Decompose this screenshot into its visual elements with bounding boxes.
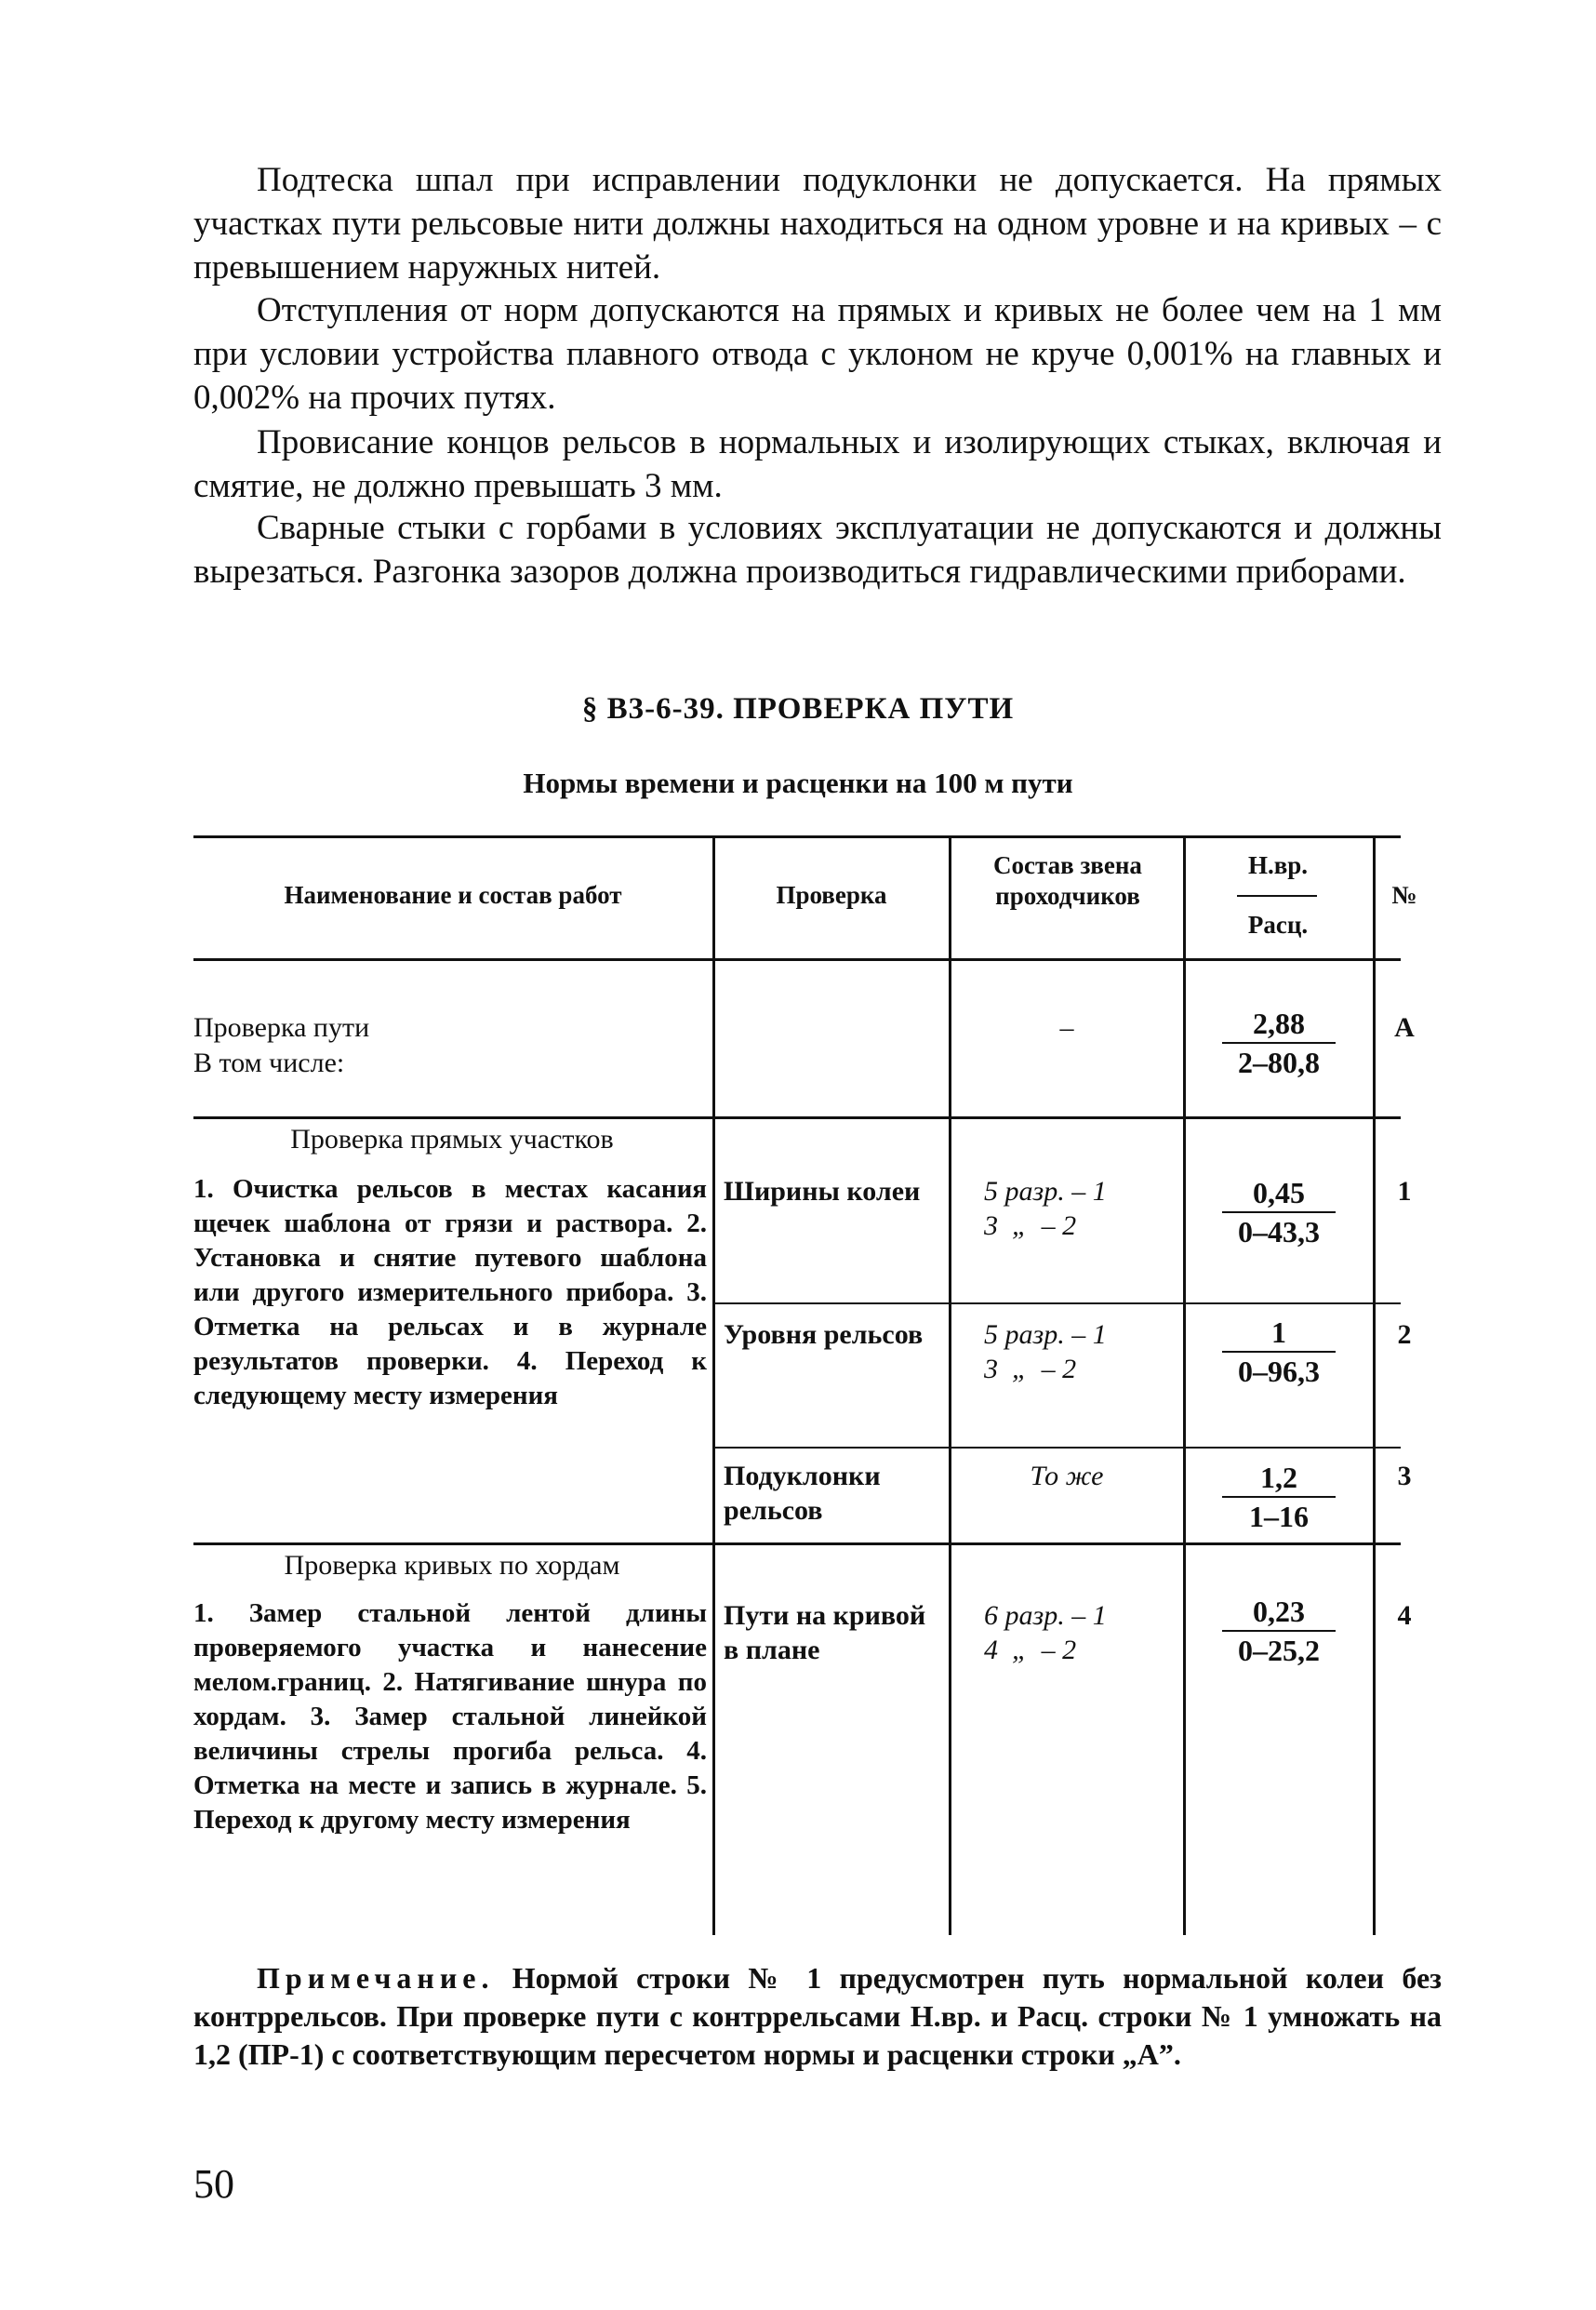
header-crew: Состав звена проходчиков (993, 851, 1142, 910)
header-name: Наименование и состав работ (284, 881, 622, 909)
row2-crew-line1: 5 разр. – 1 (984, 1319, 1107, 1350)
row3-norm: 1,2 (1260, 1461, 1297, 1494)
table-col-rule-4 (1373, 835, 1376, 1935)
table-header-rule (193, 958, 1401, 961)
row-a-rate: 2–80,8 (1222, 1042, 1336, 1081)
row3-check: Подуклонки рельсов (724, 1461, 881, 1526)
section-subtitle: Нормы времени и расценки на 100 м пути (523, 767, 1073, 799)
paragraph-3: Провисание концов рельсов в нормальных и изолирующих стыках, включая и смятие, не должно превышать 3 мм. (193, 423, 1442, 505)
paragraph-1: Подтеска шпал при исправлении подуклонки не допускается. На прямых участках пути рельсовые нити должны находиться на одном уровне и на кривых – с превышением наружных нитей. (193, 161, 1442, 287)
header-num: № (1391, 881, 1417, 909)
row3-rate: 1–16 (1222, 1496, 1336, 1535)
header-norm-bottom: Расц. (1247, 911, 1309, 939)
row4-norm: 0,23 (1253, 1595, 1305, 1628)
row-a-name-line2: В том числе: (193, 1048, 345, 1078)
table-row2-rule (712, 1447, 1401, 1449)
row1-rate: 0–43,3 (1222, 1211, 1336, 1250)
row-a-name-line1: Проверка пути (193, 1012, 370, 1043)
row1-norm-fraction (1200, 1174, 1358, 1250)
section-title: § В3-6-39. ПРОВЕРКА ПУТИ (581, 692, 1015, 726)
row2-norm-fraction (1200, 1314, 1358, 1390)
footnote-label: Примечание. (257, 1961, 495, 1995)
table-row1-rule (712, 1302, 1401, 1304)
row4-crew-line2: 4 „ – 2 (984, 1635, 1077, 1665)
row4-crew-line1: 6 разр. – 1 (984, 1600, 1107, 1631)
row1-norm: 0,45 (1253, 1176, 1305, 1209)
paragraph-4: Сварные стыки с горбами в условиях эксплуатации не допускаются и должны вырезаться. Разгонка зазоров должна производиться гидравлическими приборами. (193, 509, 1442, 591)
row-a-crew: – (1059, 1012, 1074, 1043)
row-a-norm: 2,88 (1253, 1007, 1305, 1040)
row2-norm: 1 (1271, 1315, 1286, 1349)
header-norm-top: Н.вр. (1247, 851, 1309, 879)
row3-num: 3 (1397, 1461, 1412, 1491)
table-group1-rule (193, 1542, 1401, 1545)
row-a-num: А (1394, 1012, 1415, 1043)
group1-description: 1. Очистка рельсов в местах касания щечек шаблона от грязи и раствора. 2. Установка и снятие путевого шаблона или другого измерительного прибора. 3. Отметка на рельсах и в журнале результатов проверки. 4. Переход к следующему месту измерения (193, 1174, 707, 1410)
table-col-rule-2 (949, 835, 951, 1935)
table-col-rule-3 (1183, 835, 1186, 1935)
row1-crew-line2: 3 „ – 2 (984, 1210, 1077, 1241)
row4-num: 4 (1397, 1600, 1412, 1631)
header-check: Проверка (776, 881, 887, 909)
table-top-rule (193, 835, 1401, 838)
table-col-rule-1 (712, 835, 715, 1935)
row2-num: 2 (1397, 1319, 1412, 1350)
group2-description: 1. Замер стальной лентой длины проверяемого участка и нанесение мелом.границ. 2. Натягивание шнура по хордам. 3. Замер стальной линейкой величины стрелы прогиба рельса. 4. Отметка на месте и запись в журнале. 5. Переход к другому месту измерения (193, 1598, 707, 1835)
row1-crew-line1: 5 разр. – 1 (984, 1176, 1107, 1207)
row2-rate: 0–96,3 (1222, 1351, 1336, 1390)
row4-norm-fraction (1200, 1593, 1358, 1669)
paragraph-2: Отступления от норм допускаются на прямых и кривых не более чем на 1 мм при условии устройства плавного отвода с уклоном не круче 0,001% на главных и 0,002% на прочих путях. (193, 291, 1442, 417)
table-row-a-rule (193, 1116, 1401, 1119)
footnote (193, 1959, 1442, 2074)
group1-title: Проверка прямых участков (290, 1124, 614, 1155)
row1-num: 1 (1397, 1176, 1412, 1207)
row4-rate: 0–25,2 (1222, 1630, 1336, 1669)
row-a-norm-fraction (1200, 1005, 1358, 1081)
row2-check: Уровня рельсов (724, 1319, 924, 1350)
row3-crew: То же (1030, 1461, 1104, 1491)
group2-title: Проверка кривых по хордам (284, 1550, 620, 1581)
header-norm-divider (1237, 895, 1317, 897)
row2-crew-line2: 3 „ – 2 (984, 1354, 1077, 1384)
row3-norm-fraction (1200, 1459, 1358, 1535)
row4-check: Пути на кривой в плане (724, 1600, 926, 1665)
footnote-text: Нормой строки № 1 предусмотрен путь нормальной колеи без контррельсов. При проверке пути с контррельсами Н.вр. и Расц. строки № 1 умножать на 1,2 (ПР-1) с соответствующим пересчетом нормы и расценки строки „А”. (193, 1961, 1442, 2071)
page-number: 50 (193, 2161, 234, 2207)
row1-check: Ширины колеи (724, 1176, 921, 1207)
